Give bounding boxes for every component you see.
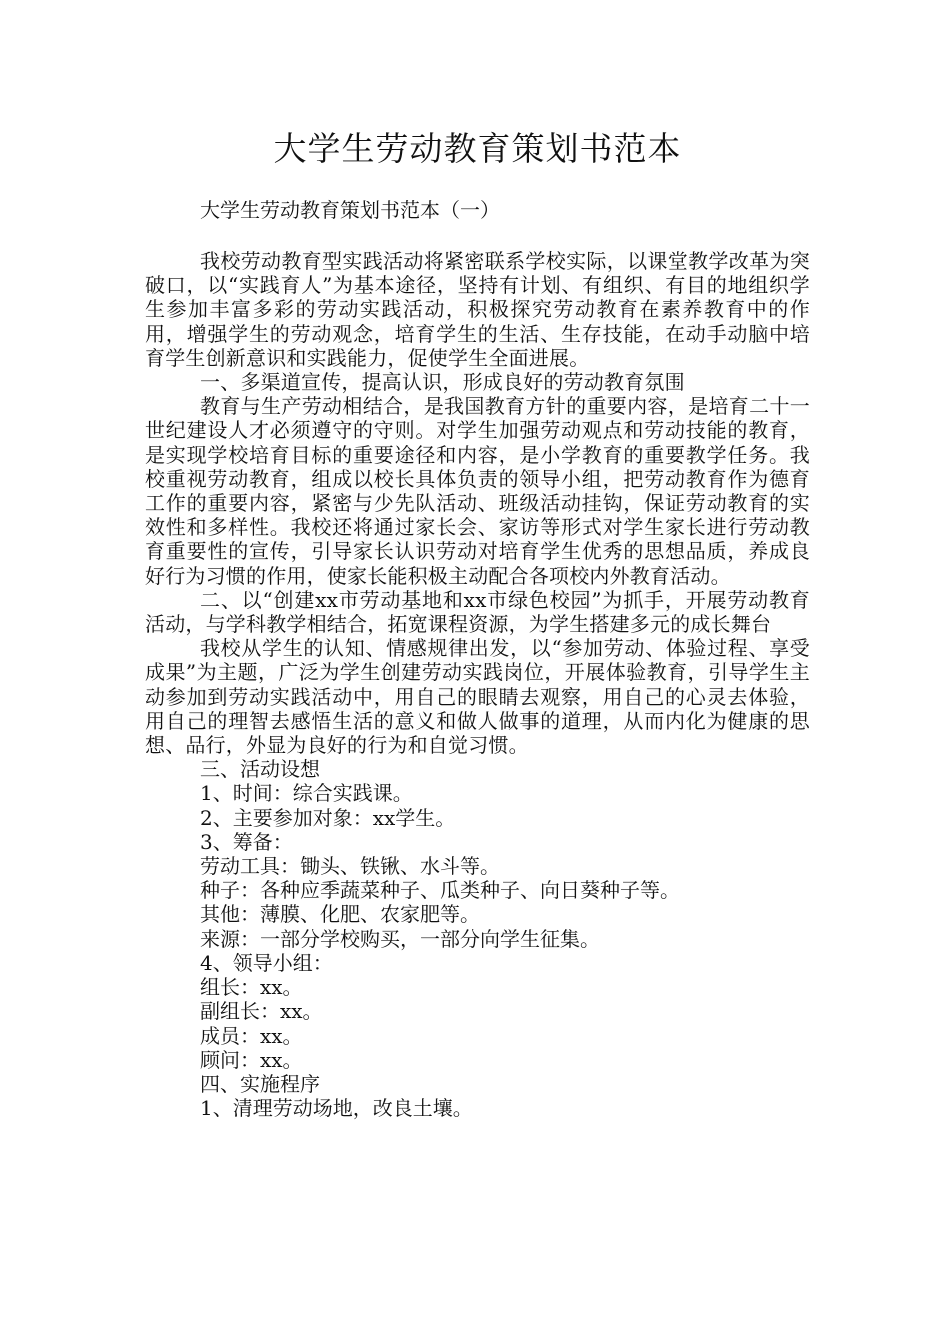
document-subtitle: 大学生劳动教育策划书范本（一） [200,198,500,222]
list-item: 2、主要参加对象：xx学生。 [200,805,456,830]
list-item: 顾问：xx。 [200,1047,303,1072]
list-item: 成员：xx。 [200,1023,303,1048]
list-item: 3、筹备： [200,829,293,854]
list-item: 组长：xx。 [200,975,303,1000]
document-title: 大学生劳动教育策划书范本 [273,129,682,168]
list-item: 1、时间：综合实践课。 [200,781,413,806]
intro-paragraph: 我校劳动教育型实践活动将紧密联系学校实际，以课堂教学改革为突破口，以“实践育人”为基本途径，坚持有计划、有组织、有目的地组织学生参加丰富多彩的劳动实践活动，积极探究劳动教育在素养教育中的作用，增强学生的劳动观念，培育学生的生活、生存技能，在动手动脑中培育学生创新意识和实践能力，促使学生全面进展。 [145,249,810,370]
section3-heading: 三、活动设想 [200,757,320,782]
list-item: 种子：各种应季蔬菜种子、瓜类种子、向日葵种子等。 [200,878,680,903]
section2-body: 我校从学生的认知、情感规律出发，以“参加劳动、体验过程、享受成果”为主题，广泛为学生创建劳动实践岗位，开展体验教育，引导学生主动参加到劳动实践活动中，用自己的眼睛去观察，用自己的心灵去体验，用自己的理智去感悟生活的意义和做人做事的道理，从而内化为健康的思想、品行，外显为良好的行为和自觉习惯。 [145,636,810,758]
section4-heading: 四、实施程序 [200,1071,320,1096]
list-item: 4、领导小组： [200,950,333,975]
section1-body: 教育与生产劳动相结合，是我国教育方针的重要内容，是培育二十一世纪建设人才必须遵守的守则。对学生加强劳动观点和劳动技能的教育，是实现学校培育目标的重要途径和内容，是小学教育的重要教学任务。我校重视劳动教育，组成以校长具体负责的领导小组，把劳动教育作为德育工作的重要内容，紧密与少先队活动、班级活动挂钩，保证劳动教育的实效性和多样性。我校还将通过家长会、家访等形式对学生家长进行劳动教育重要性的宣传，引导家长认识劳动对培育学生优秀的思想品质，养成良好行为习惯的作用，使家长能积极主动配合各项校内外教育活动。 [145,394,810,588]
list-item: 1、清理劳动场地，改良土壤。 [200,1096,473,1121]
section2-heading: 二、以“创建xx市劳动基地和xx市绿色校园”为抓手，开展劳动教育活动，与学科教学相结合，拓宽课程资源，为学生搭建多元的成长舞台 [145,587,810,637]
list-item: 来源：一部分学校购买，一部分向学生征集。 [200,926,600,951]
list-item: 副组长：xx。 [200,999,323,1024]
section1-heading: 一、多渠道宣传，提高认识，形成良好的劳动教育氛围 [200,370,685,395]
document-page [145,125,810,1120]
list-item: 劳动工具：锄头、铁锹、水斗等。 [200,854,500,879]
list-item: 其他：薄膜、化肥、农家肥等。 [200,902,480,927]
